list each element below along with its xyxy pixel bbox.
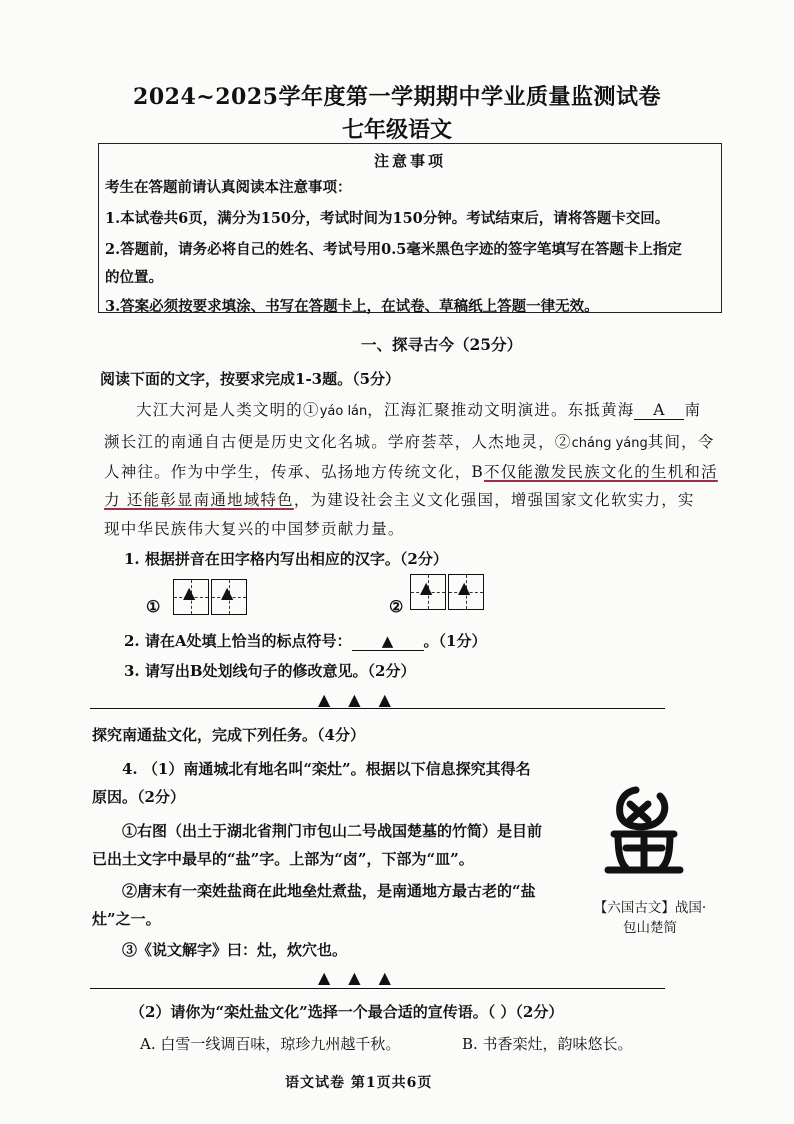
triangle-mark: ▲ [221, 583, 234, 602]
tianzige-box[interactable] [410, 574, 446, 610]
info-3: ③《说文解字》曰：灶，炊穴也。 [122, 941, 348, 959]
info-2: ②唐末有一栾姓盐商在此地垒灶煮盐，是南通地方最古老的“盐 [122, 882, 536, 900]
passage-line-5: 现中华民族伟大复兴的中国梦贡献力量。 [104, 520, 405, 538]
notice-heading: 注意事项 [373, 152, 446, 170]
option-b[interactable]: B. 书香栾灶，韵味悠长。 [462, 1035, 633, 1053]
ancient-salt-character-image [596, 782, 692, 878]
info-2-cont: 灶”之一。 [92, 910, 161, 928]
page-footer: 语文试卷 第1页共6页 [285, 1075, 433, 1091]
triangle-mark: ▲ [420, 578, 433, 597]
answer-line [90, 988, 665, 989]
notice-box [98, 143, 722, 313]
underlined-sentence-part1: 不仅能激发民族文化的生机和活 [484, 463, 718, 481]
answer-triangles: ▲▲▲ [318, 968, 409, 987]
question-3: 3. 请写出B处划线句子的修改意见。（2分） [124, 662, 416, 680]
notice-line: 的位置。 [105, 269, 163, 286]
answer-triangles: ▲▲▲ [318, 690, 409, 709]
exam-subject: 七年级语文 [341, 117, 452, 143]
passage-line-4: 力 还能彰显南通地域特色，为建设社会主义文化强国，增强国家文化软实力，实 [104, 491, 695, 509]
answer-line [90, 708, 665, 709]
notice-line: 2.答题前，请务必将自己的姓名、考试号用0.5毫米黑色字迹的签字笔填写在答题卡上指定 [105, 241, 682, 258]
notice-line: 3.答案必须按要求填涂、书写在答题卡上，在试卷、草稿纸上答题一律无效。 [105, 298, 599, 315]
section-2-title: 探究南通盐文化，完成下列任务。（4分） [92, 726, 365, 744]
info-1-cont: 已出土文字中最早的“盐”字。上部为“卤”，下部为“皿”。 [92, 850, 474, 868]
notice-line: 1.本试卷共6页，满分为150分，考试时间为150分钟。考试结束后，请将答题卡交回。 [105, 210, 670, 227]
question-1: 1. 根据拼音在田字格内写出相应的汉字。（2分） [124, 550, 448, 568]
underlined-sentence-part2: 力 还能彰显南通地域特色 [104, 491, 294, 509]
answer-label-2: ② [389, 597, 404, 616]
tianzige-box[interactable] [448, 574, 484, 610]
question-2: 2. 请在A处填上恰当的标点符号： ▲ 。（1分） [124, 632, 487, 650]
image-caption: 【六国古文】战国· 包山楚简 [593, 900, 707, 936]
section-1-title: 一、探寻古今（25分） [361, 335, 523, 354]
blank-a: A [634, 401, 684, 420]
triangle-mark: ▲ [458, 578, 471, 597]
passage-line-1: 大江大河是人类文明的①yáo lán，江海汇聚推动文明演进。东抵黄海 A 南 [136, 401, 702, 419]
question-4-1: 4. （1）南通城北有地名叫“栾灶”。根据以下信息探究其得名 [122, 760, 531, 778]
answer-blank[interactable]: ▲ [352, 632, 424, 651]
exam-title: 2024~2025学年度第一学期期中学业质量监测试卷 [133, 84, 661, 110]
reading-prompt: 阅读下面的文字，按要求完成1-3题。（5分） [100, 370, 401, 388]
passage-line-2: 濒长江的南通自古便是历史文化名城。学府荟萃，人杰地灵，②cháng yáng其间，令 [104, 433, 715, 451]
option-a[interactable]: A. 白雪一线调百味，琼珍九州越千秋。 [140, 1035, 401, 1053]
triangle-mark: ▲ [183, 583, 196, 602]
answer-label-1: ① [146, 597, 161, 616]
info-1: ①右图（出土于湖北省荆门市包山二号战国楚墓的竹简）是目前 [122, 822, 543, 840]
notice-line: 考生在答题前请认真阅读本注意事项： [105, 179, 352, 196]
passage-line-3: 人神往。作为中学生，传承、弘扬地方传统文化，B不仅能激发民族文化的生机和活 [104, 463, 718, 481]
tianzige-box[interactable] [211, 579, 247, 615]
question-4-2: （2）请你为“栾灶盐文化”选择一个最合适的宣传语。（ ）（2分） [130, 1003, 564, 1021]
question-4-1-cont: 原因。（2分） [92, 788, 185, 806]
tianzige-box[interactable] [173, 579, 209, 615]
